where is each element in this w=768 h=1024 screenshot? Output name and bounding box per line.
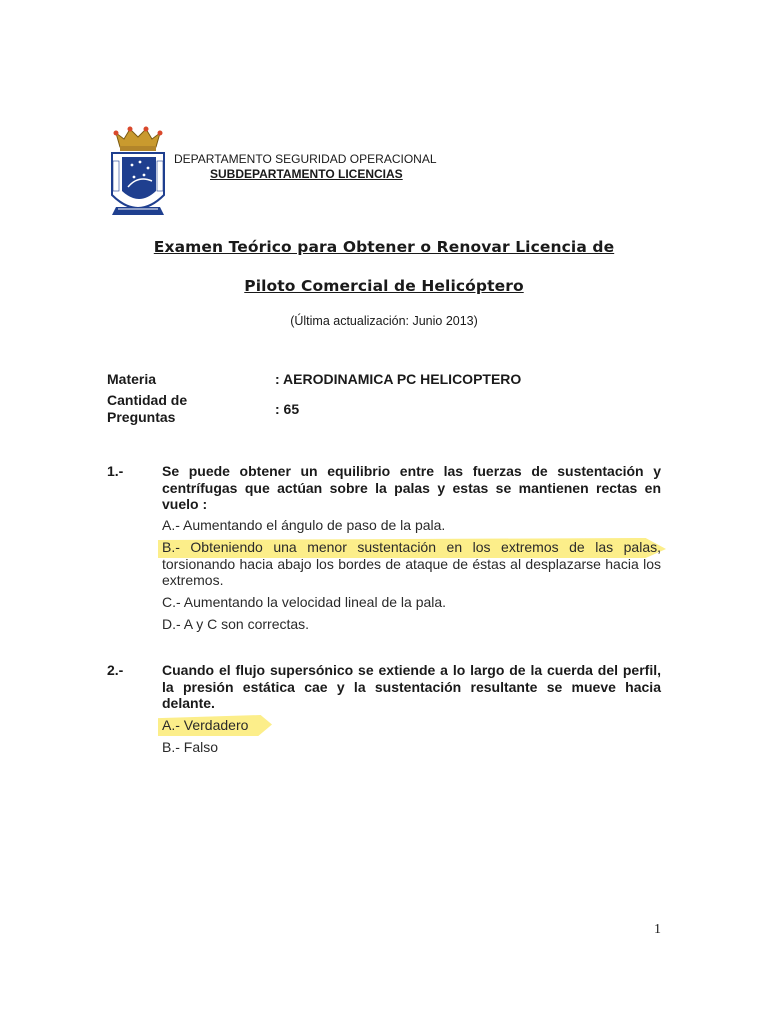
materia-value: : AERODINAMICA PC HELICOPTERO	[275, 371, 522, 387]
materia-label: Materia	[107, 371, 157, 387]
question-1-option-b: B.- Obteniendo una menor sustentación en los extremos de las palas, torsionando hacia abajo los bordes de ataque de éstas al desplazarse hacia los extremos.	[162, 539, 661, 588]
question-1-text: Se puede obtener un equilibrio entre las fuerzas de sustentación y centrífugas que actúan sobre la palas y estas se mantienen rectas en vuelo :	[162, 463, 661, 512]
question-2-number: 2.-	[107, 662, 124, 678]
question-1-option-d: D.- A y C son correctas.	[162, 616, 310, 632]
department-name: DEPARTAMENTO SEGURIDAD OPERACIONAL	[174, 152, 437, 166]
dgac-seal-logo	[108, 125, 168, 225]
last-updated-note: (Última actualización: Junio 2013)	[290, 314, 478, 328]
question-1-number: 1.-	[107, 463, 124, 479]
cantidad-label-line-2: Preguntas	[107, 409, 176, 425]
question-1-option-c: C.- Aumentando la velocidad lineal de la pala.	[162, 594, 447, 610]
subdepartment-name: SUBDEPARTAMENTO LICENCIAS	[210, 167, 403, 181]
crown-icon	[114, 127, 163, 152]
question-2-option-b: B.- Falso	[162, 739, 219, 755]
page-number: 1	[654, 922, 661, 937]
exam-title-line-2: Piloto Comercial de Helicóptero	[244, 277, 524, 295]
question-1-option-a: A.- Aumentando el ángulo de paso de la pala.	[162, 517, 446, 533]
exam-title-line-1: Examen Teórico para Obtener o Renovar Licencia de	[153, 238, 615, 256]
question-2-option-a: A.- Verdadero	[162, 717, 249, 733]
cantidad-label-line-1: Cantidad de	[107, 392, 188, 408]
cantidad-value: : 65	[275, 401, 300, 417]
question-2-text: Cuando el flujo supersónico se extiende a lo largo de la cuerda del perfil, la presión estática cae y la sustentación resultante se mueve hacia delante.	[162, 662, 661, 711]
